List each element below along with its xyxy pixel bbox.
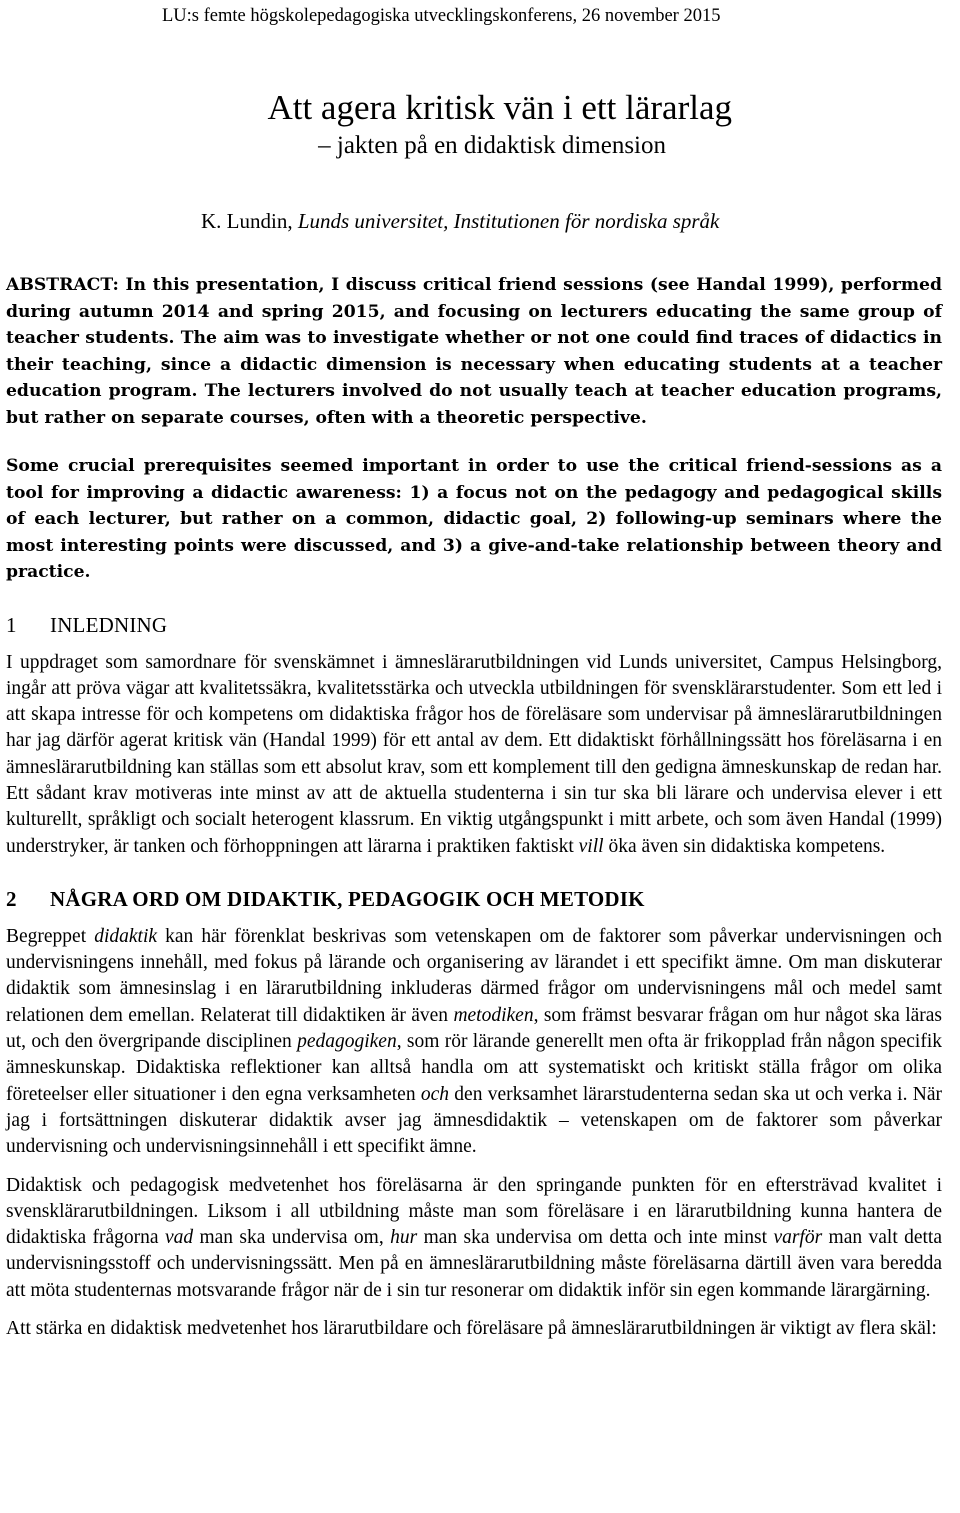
section-number: 1 <box>6 612 17 637</box>
abstract-paragraph: Some crucial prerequisites seemed important in order to use the critical friend-sessions as a tool for improving a didactic awareness: 1) a focus not on the pedagogy and pedagogical skills of each lecturer, but rather on a common, didactic goal, 2) following-up seminars where the most interesting points were discussed, and 3) a give-and-take relationship between theory and practice. <box>6 456 942 582</box>
section-heading-1 <box>6 611 942 639</box>
emphasis-text: didaktik <box>94 925 158 947</box>
section-heading-2 <box>6 885 942 913</box>
section-title: NÅGRA ORD OM DIDAKTIK, PEDAGOGIK OCH METODIK <box>50 886 645 911</box>
text-run: öka även sin didaktiska kompetens. <box>603 835 886 857</box>
emphasis-text: hur <box>390 1227 418 1249</box>
page-header: LU:s femte högskolepedagogiska utvecklingskonferens, 26 november 2015 <box>162 6 721 26</box>
document-subtitle: – jakten på en didaktisk dimension <box>318 132 666 159</box>
text-run: I uppdraget som samordnare för svenskämnet i ämneslärarutbildningen vid Lunds universitet, Campus Helsingborg, ingår att pröva vägar att kvalitetssäkra, kvalitetsstärka och utveckla utbildningen för svensklärarstudenter. Som ett led i att skapa intresse för och kompetens om didaktiska frågor hos de föreläsare som undervisar på ämneslärarutbildningen har jag därför agerat kritisk vän (Handal 1999) för ett antal av dem. Ett didaktiskt förhållningssätt hos föreläsarna i en ämneslärarutbildning kan ställas som ett absolut krav, som ett komplement till den gedigna ämneskunskap de redan har. Ett sådant krav motiveras inte minst av att de aktuella studenterna i sin tur ska bli lärare och undervisa elever i ett kulturellt, språkligt och socialt heterogent klassrum. En viktig utgångspunkt i mitt arbete, och som även Handal (1999) understryker, är tanken och förhoppningen att lärarna i praktiken faktiskt <box>6 651 942 857</box>
text-run: man ska undervisa om detta och inte minst <box>417 1227 774 1249</box>
body-paragraph: Att stärka en didaktisk medvetenhet hos lärarutbildare och föreläsare på ämneslärarutbildningen är viktigt av flera skäl: <box>6 1318 937 1340</box>
text-run: man ska undervisa om, <box>193 1227 391 1249</box>
abstract <box>6 272 942 586</box>
emphasis-text: varför <box>773 1227 823 1249</box>
emphasis-text: metodiken <box>453 1004 534 1026</box>
emphasis-text: och <box>420 1083 450 1105</box>
text-run: , som främst besvarar frågan om hur något ska läras ut, och den övergripande disciplinen <box>6 1004 943 1053</box>
body-paragraph <box>6 650 942 860</box>
author-affiliation: Lunds universitet, Institutionen för nordiska språk <box>297 209 720 233</box>
text-run: Didaktisk och pedagogisk medvetenhet hos föreläsarna är den springande punkten för en eftersträvad kvalitet i svensklärarutbildningen. Liksom i all utbildning måste man som föreläsare i en lärarutbildning kunna hantera de didaktiska frågorna <box>6 1174 942 1249</box>
text-run: kan här förenklat beskrivas som vetenskapen om de faktorer som påverkar undervisningen och undervisningens innehåll, med fokus på lärande och organisering av lärandet i ett specifikt ämne. Om man diskuterar didaktik som ämnesinslag i en lärarutbildning inkluderas därmed frågor om undervisningens mål och medel samt relationen dem emellan. Relaterat till didaktiken är även <box>6 925 942 1026</box>
text-run: , som rör lärande generellt men ofta är frikopplad från någon specifik ämneskunskap. Didaktiska reflektioner kan alltså handla om att systematiskt och kritiskt ställa frågor om olika företeelser eller situationer i den egna verksamheten <box>6 1031 942 1105</box>
text-run: Begreppet <box>6 925 95 947</box>
emphasis-text: vad <box>164 1227 194 1249</box>
abstract-paragraph: ABSTRACT: In this presentation, I discuss critical friend sessions (see Handal 1999), performed during autumn 2014 and spring 2015, and focusing on lecturers educating the same group of teacher students. The aim was to investigate whether or not one could find traces of didactics in their teaching, since a didactic dimension is necessary when educating students at a teacher education program. The lecturers involved do not usually teach at teacher education programs, but rather on separate courses, often with a theoretic perspective. <box>6 275 942 428</box>
text-run: man valt detta undervisningsstoff och undervisningssätt. Men på en ämneslärarutbildning måste föreläsarna därtill även vara beredda att möta studenternas motsvarande frågor när de i sin tur resonerar om didaktik inför sin egen kommande lärargärning. <box>6 1227 942 1301</box>
author-line <box>201 207 942 235</box>
body-paragraph <box>6 924 942 1161</box>
emphasis-text: vill <box>578 835 604 857</box>
author-name: K. Lundin, <box>201 209 298 233</box>
section-number: 2 <box>6 886 17 911</box>
section-title: INLEDNING <box>50 612 168 637</box>
emphasis-text: pedagogiken <box>297 1031 397 1053</box>
text-run: den verksamhet lärarstudenterna sedan ska ut och verka i. När jag i fortsättningen diskuterar didaktik avser jag ämnesdidaktik – vetenskapen om de faktorer som påverkar undervisning och undervisningsinnehåll i ett specifikt ämne. <box>6 1083 942 1158</box>
body-paragraph <box>6 1173 942 1304</box>
document-title: Att agera kritisk vän i ett lärarlag <box>267 88 732 127</box>
